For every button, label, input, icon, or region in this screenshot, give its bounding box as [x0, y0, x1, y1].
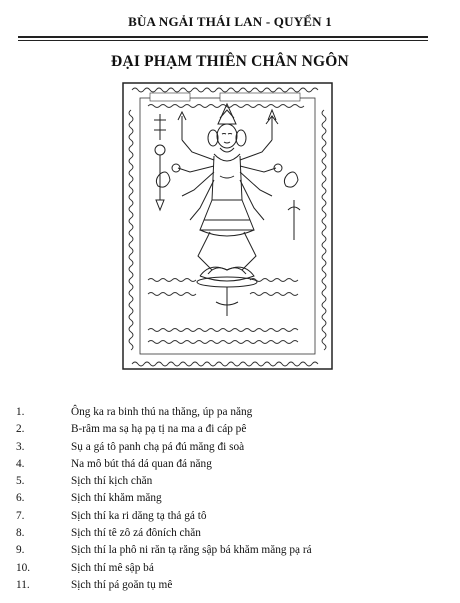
mantra-line — [16, 404, 312, 421]
mantra-line — [16, 490, 312, 507]
mantra-line — [16, 473, 312, 490]
mantra-line — [16, 508, 312, 525]
mantra-line — [16, 421, 312, 438]
line-text: Na mô bút thá dá quan đá năng — [71, 457, 212, 470]
header-rule — [18, 36, 428, 38]
line-text: Sịch thí kịch chăn — [71, 475, 153, 488]
line-number: 5. — [16, 475, 25, 488]
line-number: 9. — [16, 544, 25, 557]
line-text: Sịch thí ka ri dăng tạ thả gá tô — [71, 509, 207, 522]
mantra-line — [16, 560, 312, 577]
line-number: 6. — [16, 492, 25, 505]
line-text: B-râm ma sạ hạ pạ tị na ma a đi cáp pê — [71, 423, 247, 436]
book-header: BÙA NGẢI THÁI LAN - QUYỂN 1 — [128, 14, 332, 29]
line-number: 8. — [16, 527, 25, 540]
brahma-deity-yantra-icon — [120, 80, 335, 372]
line-text: Sịch thí khăm măng — [71, 492, 162, 505]
mantra-line — [16, 456, 312, 473]
brahma-yantra-illustration — [120, 80, 335, 372]
line-text: Sụ a gá tô panh chạ pá đú măng đi soà — [71, 440, 245, 453]
line-text: Sịch thí la phô ni răn tạ răng sập bá khăm măng pạ rá — [71, 544, 312, 557]
line-text: Sịch thí pá goăn tụ mê — [71, 578, 173, 591]
line-text: Ông ka ra binh thú na thăng, úp pa năng — [71, 406, 253, 418]
line-number: 7. — [16, 509, 25, 522]
header-rule-thin — [18, 40, 428, 41]
line-number: 4. — [16, 457, 25, 470]
mantra-line — [16, 525, 312, 542]
mantra-line — [16, 577, 312, 594]
line-number: 1. — [16, 406, 25, 418]
mantra-line — [16, 542, 312, 559]
line-text: Sịch thí tê zô zá đôních chăn — [71, 527, 201, 540]
page-title: ĐẠI PHẠM THIÊN CHÂN NGÔN — [111, 53, 349, 70]
line-number: 11. — [16, 578, 30, 591]
line-number: 10. — [16, 561, 31, 574]
mantra-list — [16, 404, 312, 594]
mantra-line — [16, 439, 312, 456]
line-number: 3. — [16, 440, 25, 453]
line-number: 2. — [16, 423, 25, 436]
line-text: Sịch thí mê sập bá — [71, 561, 154, 574]
